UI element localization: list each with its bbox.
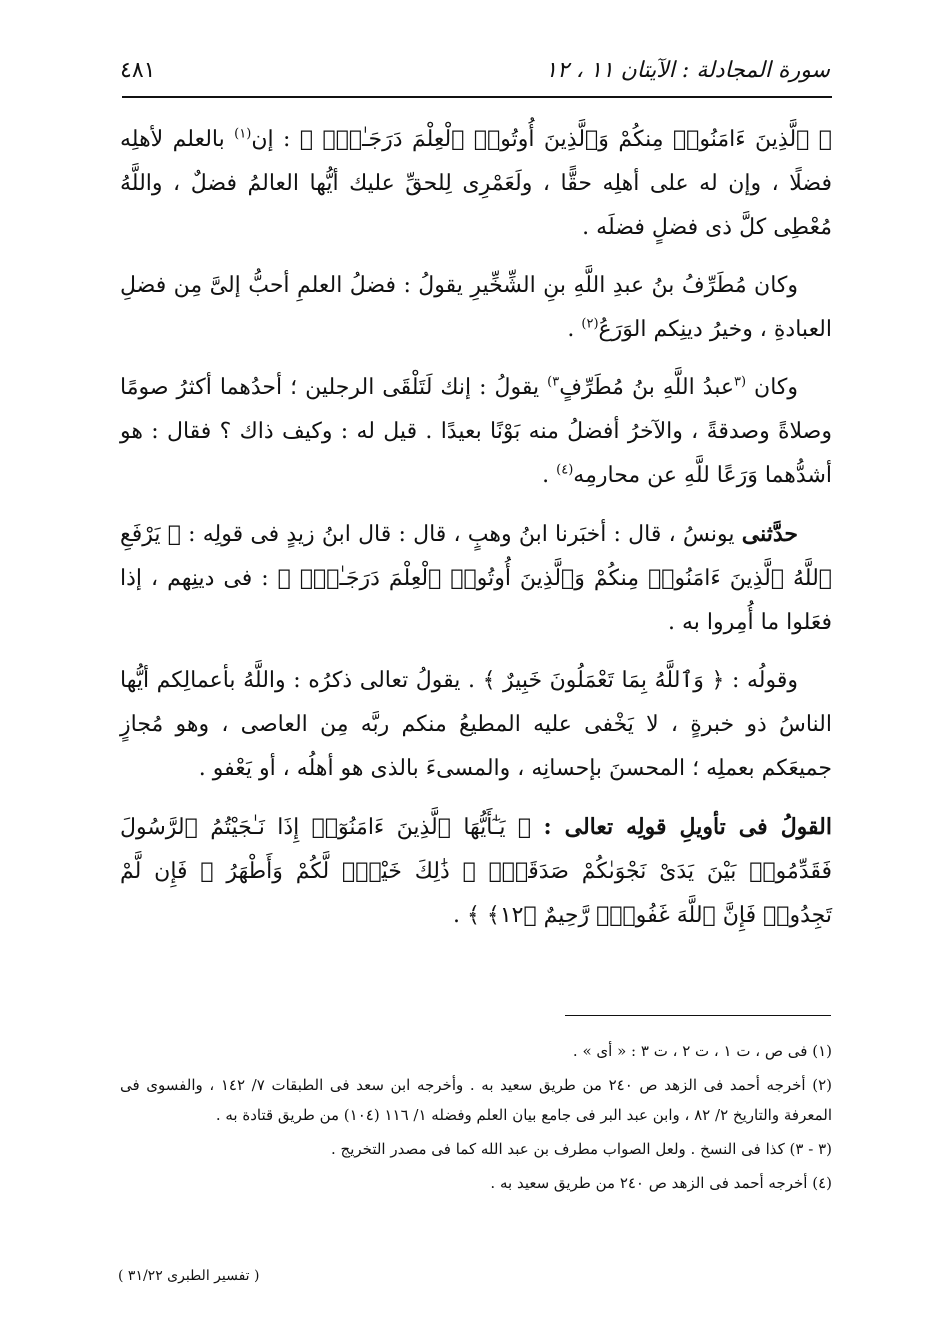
quran-quote: ﴿ ٱلَّذِينَ ءَامَنُوا۟ مِنكُمْ وَٱلَّذِينَ أُوتُوا۟ ٱلْعِلْمَ دَرَجَـٰتٍۢ ﴾ xyxy=(299,127,832,152)
footnotes xyxy=(120,1036,832,1202)
footnote-ref: ٣) xyxy=(547,374,560,390)
paragraph-4 xyxy=(120,512,832,645)
footnote-3: (٣ - ٣) كذا فى النسخ . ولعل الصواب مطرف بن عبد الله كما فى مصدر التخريج . xyxy=(330,1140,832,1158)
paragraph-5 xyxy=(120,659,832,791)
paragraph-text: بالعلم لأهلِه فضلًا ، وإن له على أهلِه حقًّا ، ولَعَمْرِى لِلحقِّ عليك أيُّها العالمُ فضلٌ ، واللَّهُ مُعْطِى كلَّ ذى فضلٍ فضلَه . xyxy=(120,127,832,240)
paragraph-text: يونسُ ، قال : أخبَرنا ابنُ وهبٍ ، قال : قال ابنُ زيدٍ فى قولِه : xyxy=(180,522,742,547)
paragraph-text: : فى دينِهم ، إذا فعَلوا ما أُمِروا به . xyxy=(120,566,832,635)
quran-quote: ﴿ وَٱللَّهُ بِمَا تَعْمَلُونَ خَبِيرٌ ﴾ xyxy=(482,668,725,693)
footnote-2: (٢) أخرجه أحمد فى الزهد ص ٢٤٠ من طريق سعيد به . وأخرجه ابن سعد فى الطبقات ٧/ ١٤٢ ، والفسوى فى المعرفة والتاريخ ٢/ ٨٢ ، وابن عبد البر فى جامع بيان العلم وفضله ١/ ١١٦ (١٠٤) من طريق قتادة به . xyxy=(120,1076,832,1124)
page-header xyxy=(120,48,830,92)
paragraph-2 xyxy=(120,264,832,352)
lead-word: حدَّثنى xyxy=(741,521,799,547)
paragraph-text: . xyxy=(542,463,557,488)
signature-mark: ( تفسير الطبرى ٣١/٢٢ ) xyxy=(118,1268,260,1284)
footnote-ref: (٣ xyxy=(734,374,747,390)
footnote-divider xyxy=(565,1015,831,1016)
running-title: سورة المجادلة : الآيتان ١١ ، ١٢ xyxy=(545,57,830,83)
person-name: عبدُ اللَّهِ بنُ مُطَرِّفٍ xyxy=(559,375,734,400)
footnote-1: (١) فى ص ، ت ١ ، ت ٢ ، ت ٣ : « أى » . xyxy=(572,1042,832,1060)
paragraph-3 xyxy=(120,366,832,498)
paragraph-text: يقولُ : إنك لَتَلْقَى الرجلين ؛ أحدُهما أكثرُ صومًا وصلاةً وصدقةً ، والآخرُ أفضلُ منه بَوْنًا بعيدًا . قيل له : وكيف ذاك ؟ فقال : هو أشدُّهما وَرَعًا للَّهِ عن محارمِه xyxy=(120,375,832,488)
paragraph-1 xyxy=(120,118,832,250)
footnote-4: (٤) أخرجه أحمد فى الزهد ص ٢٤٠ من طريق سعيد به . xyxy=(490,1174,832,1192)
paragraph-text: . يقولُ تعالى ذكرُه : واللَّهُ بأعمالِكم أيُّها الناسُ ذو خبرةٍ ، لا يَخْفى عليه المطيعُ منكم ربَّه مِن العاصى ، وهو مُجازٍ جميعَكم بعملِه ؛ المحسنَ بإحسانِه ، والمسىءَ بالذى هو أهلُه ، أو يَعْفو . xyxy=(120,668,832,781)
header-divider xyxy=(122,96,832,98)
paragraph-text: وكان xyxy=(746,375,799,400)
paragraph-text: . xyxy=(567,317,582,342)
section-heading: القولُ فى تأويلِ قولِه تعالى : xyxy=(543,814,832,840)
quran-quote: ﴿ يَـٰٓأَيُّهَا ٱلَّذِينَ ءَامَنُوٓا۟ إِذَا نَـٰجَيْتُمُ ٱلرَّسُولَ فَقَدِّمُوا۟ بَيْنَ يَدَىْ نَجْوَىٰكُمْ صَدَقَةًۭ ۚ ذَٰلِكَ خَيْرٌۭ لَّكُمْ وَأَطْهَرُ ۚ فَإِن لَّمْ تَجِدُوا۟ فَإِنَّ ٱللَّهَ غَفُورٌۭ رَّحِيمٌ ﴿١٢﴾ ﴾ xyxy=(120,815,832,928)
quran-quote: ﴿ يَرْفَعِ ٱللَّهُ ٱلَّذِينَ ءَامَنُوا۟ مِنكُمْ وَٱلَّذِينَ أُوتُوا۟ ٱلْعِلْمَ دَرَجَـٰتٍۢ ﴾ xyxy=(120,522,832,591)
paragraph-text: . xyxy=(453,903,468,928)
paragraph-text: : إن xyxy=(251,127,300,152)
paragraph-text: وقولُه : xyxy=(724,668,798,693)
paragraph-6 xyxy=(120,805,832,938)
main-text xyxy=(120,118,832,952)
footnote-ref: (١) xyxy=(234,126,252,142)
page-number: ٤٨١ xyxy=(120,57,156,83)
paragraph-text: وكان مُطَرِّفُ بنُ عبدِ اللَّهِ بنِ الشِّخِّيرِ يقولُ : فضلُ العلمِ أحبُّ إلىَّ مِن فضلِ العبادةِ ، وخيرُ دينِكم الوَرَعُ xyxy=(120,273,832,342)
footnote-ref: (٢) xyxy=(581,316,599,332)
footnote-ref: (٤) xyxy=(556,462,574,478)
